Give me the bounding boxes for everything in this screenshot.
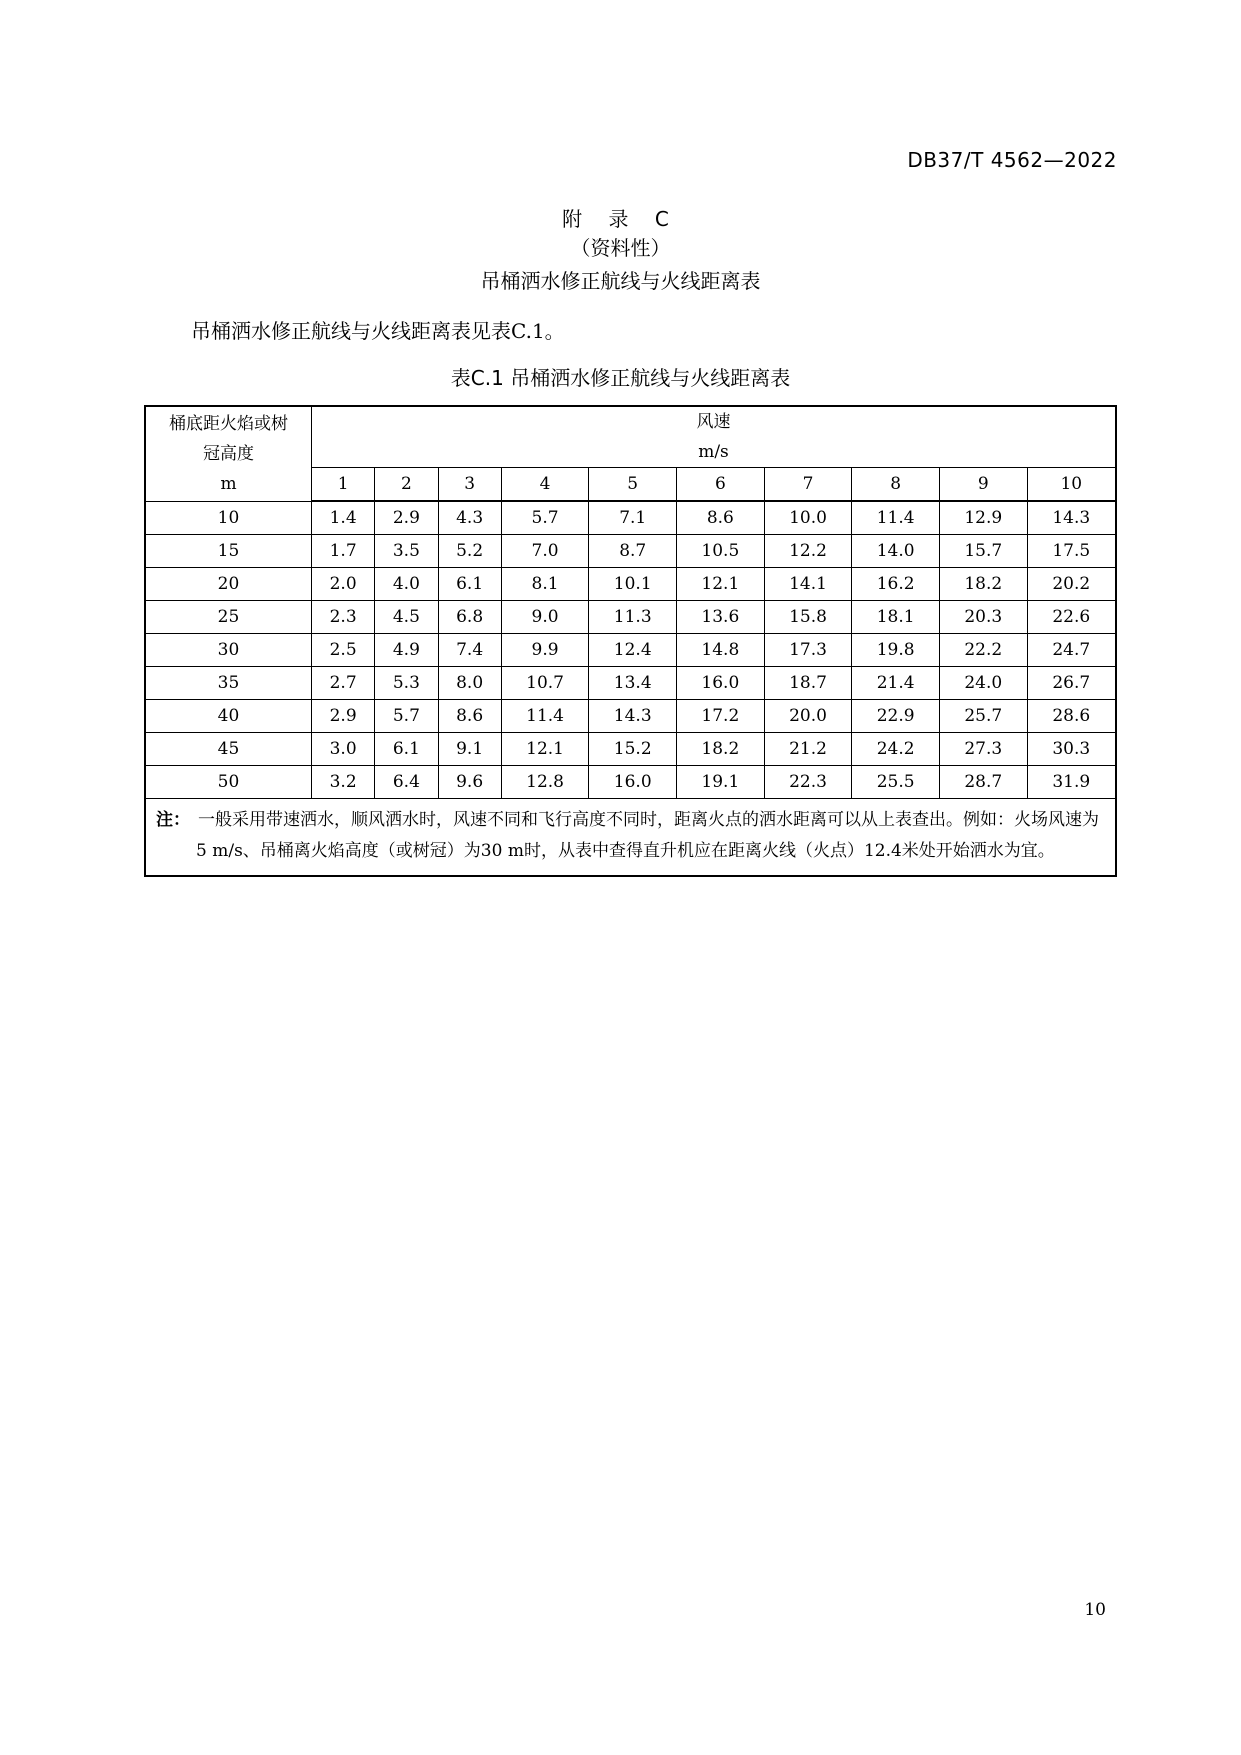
distance-cell: 19.1 [677,766,765,799]
distance-cell: 12.1 [501,733,589,766]
distance-cell: 25.7 [939,700,1027,733]
distance-cell: 24.7 [1027,634,1116,667]
distance-cell: 8.1 [501,568,589,601]
distance-cell: 22.3 [764,766,852,799]
distance-cell: 11.4 [501,700,589,733]
distance-cell: 19.8 [852,634,940,667]
table-row [145,601,1116,634]
distance-cell: 8.6 [438,700,501,733]
page-number: 10 [1084,1600,1106,1620]
intro-paragraph: 吊桶洒水修正航线与火线距离表见表C.1。 [191,319,565,343]
distance-cell: 16.2 [852,568,940,601]
distance-cell: 25.5 [852,766,940,799]
note-label: 注： [156,810,190,830]
distance-cell: 3.2 [312,766,375,799]
distance-cell: 8.7 [589,535,677,568]
document-code: DB37/T 4562—2022 [907,148,1117,172]
distance-cell: 3.5 [375,535,438,568]
distance-cell: 20.2 [1027,568,1116,601]
column-header: 3 [438,468,501,502]
distance-cell: 27.3 [939,733,1027,766]
distance-cell: 2.7 [312,667,375,700]
column-header: 1 [312,468,375,502]
note-text: 一般采用带速洒水，顺风洒水时，风速不同和飞行高度不同时，距离火点的洒水距离可以从上表查出。例如：火场风速为5 m/s、吊桶离火焰高度（或树冠）为30 m时，从表中查得直升机应在距离火线（火点）12.4米处开始洒水为宜。 [196,810,1099,861]
distance-cell: 11.3 [589,601,677,634]
distance-cell: 22.6 [1027,601,1116,634]
column-header: 9 [939,468,1027,502]
table-row [145,766,1116,799]
distance-cell: 8.6 [677,501,765,535]
row-height-cell: 35 [145,667,312,700]
distance-cell: 17.5 [1027,535,1116,568]
row-header-cell [145,406,312,501]
distance-cell: 18.2 [677,733,765,766]
distance-cell: 12.2 [764,535,852,568]
distance-cell: 16.0 [589,766,677,799]
distance-cell: 18.1 [852,601,940,634]
wind-speed-label: 风速 [696,412,731,432]
table-row [145,501,1116,535]
distance-cell: 21.4 [852,667,940,700]
distance-cell: 2.5 [312,634,375,667]
distance-cell: 24.0 [939,667,1027,700]
distance-cell: 22.2 [939,634,1027,667]
distance-cell: 7.0 [501,535,589,568]
distance-cell: 28.6 [1027,700,1116,733]
distance-cell: 18.7 [764,667,852,700]
distance-cell: 5.2 [438,535,501,568]
row-header-line1: 桶底距火焰或树 [169,413,288,434]
distance-cell: 10.7 [501,667,589,700]
column-header: 2 [375,468,438,502]
row-height-cell: 25 [145,601,312,634]
row-height-cell: 45 [145,733,312,766]
distance-cell: 28.7 [939,766,1027,799]
row-header-line2: 冠高度 [203,443,254,464]
distance-cell: 3.0 [312,733,375,766]
distance-cell: 18.2 [939,568,1027,601]
distance-cell: 31.9 [1027,766,1116,799]
column-header: 8 [852,468,940,502]
distance-cell: 2.3 [312,601,375,634]
distance-cell: 15.2 [589,733,677,766]
row-height-cell: 20 [145,568,312,601]
distance-cell: 24.2 [852,733,940,766]
table-row [145,634,1116,667]
distance-cell: 12.4 [589,634,677,667]
distance-cell: 2.0 [312,568,375,601]
distance-cell: 13.4 [589,667,677,700]
distance-cell: 30.3 [1027,733,1116,766]
distance-cell: 5.7 [501,501,589,535]
distance-cell: 4.3 [438,501,501,535]
distance-cell: 12.1 [677,568,765,601]
distance-cell: 21.2 [764,733,852,766]
distance-cell: 9.0 [501,601,589,634]
row-height-cell: 15 [145,535,312,568]
distance-cell: 7.4 [438,634,501,667]
distance-cell: 4.9 [375,634,438,667]
table-row [145,568,1116,601]
distance-cell: 10.0 [764,501,852,535]
table-row [145,535,1116,568]
table-note [145,799,1116,877]
wind-speed-header [312,406,1117,468]
distance-table [144,405,1117,877]
appendix-title: 吊桶洒水修正航线与火线距离表 [480,269,761,293]
distance-cell: 12.9 [939,501,1027,535]
distance-cell: 17.2 [677,700,765,733]
row-height-cell: 40 [145,700,312,733]
distance-cell: 14.0 [852,535,940,568]
distance-cell: 7.1 [589,501,677,535]
distance-cell: 1.4 [312,501,375,535]
distance-cell: 15.8 [764,601,852,634]
table-caption: 表C.1 吊桶洒水修正航线与火线距离表 [450,366,791,390]
distance-cell: 14.1 [764,568,852,601]
distance-cell: 13.6 [677,601,765,634]
wind-speed-unit: m/s [698,442,729,462]
table-row [145,667,1116,700]
distance-cell: 6.8 [438,601,501,634]
distance-cell: 20.0 [764,700,852,733]
distance-cell: 6.4 [375,766,438,799]
distance-cell: 16.0 [677,667,765,700]
distance-cell: 22.9 [852,700,940,733]
column-header: 10 [1027,468,1116,502]
distance-cell: 9.6 [438,766,501,799]
distance-cell: 6.1 [438,568,501,601]
column-header: 6 [677,468,765,502]
appendix-label: 附 录 C [562,207,679,231]
distance-cell: 14.3 [1027,501,1116,535]
distance-cell: 4.5 [375,601,438,634]
distance-cell: 6.1 [375,733,438,766]
distance-cell: 17.3 [764,634,852,667]
distance-cell: 10.5 [677,535,765,568]
distance-cell: 2.9 [312,700,375,733]
distance-cell: 2.9 [375,501,438,535]
column-header: 5 [589,468,677,502]
row-height-cell: 30 [145,634,312,667]
column-header: 7 [764,468,852,502]
distance-cell: 8.0 [438,667,501,700]
distance-cell: 12.8 [501,766,589,799]
appendix-nature: （资料性） [570,236,671,260]
distance-cell: 4.0 [375,568,438,601]
table-row [145,700,1116,733]
distance-cell: 5.3 [375,667,438,700]
distance-cell: 14.3 [589,700,677,733]
column-header: 4 [501,468,589,502]
distance-cell: 11.4 [852,501,940,535]
table-row [145,733,1116,766]
distance-cell: 9.9 [501,634,589,667]
distance-cell: 15.7 [939,535,1027,568]
distance-cell: 14.8 [677,634,765,667]
distance-cell: 20.3 [939,601,1027,634]
distance-cell: 26.7 [1027,667,1116,700]
distance-cell: 1.7 [312,535,375,568]
row-height-cell: 10 [145,501,312,535]
distance-cell: 5.7 [375,700,438,733]
distance-cell: 9.1 [438,733,501,766]
row-header-unit: m [220,473,237,494]
distance-cell: 10.1 [589,568,677,601]
row-height-cell: 50 [145,766,312,799]
